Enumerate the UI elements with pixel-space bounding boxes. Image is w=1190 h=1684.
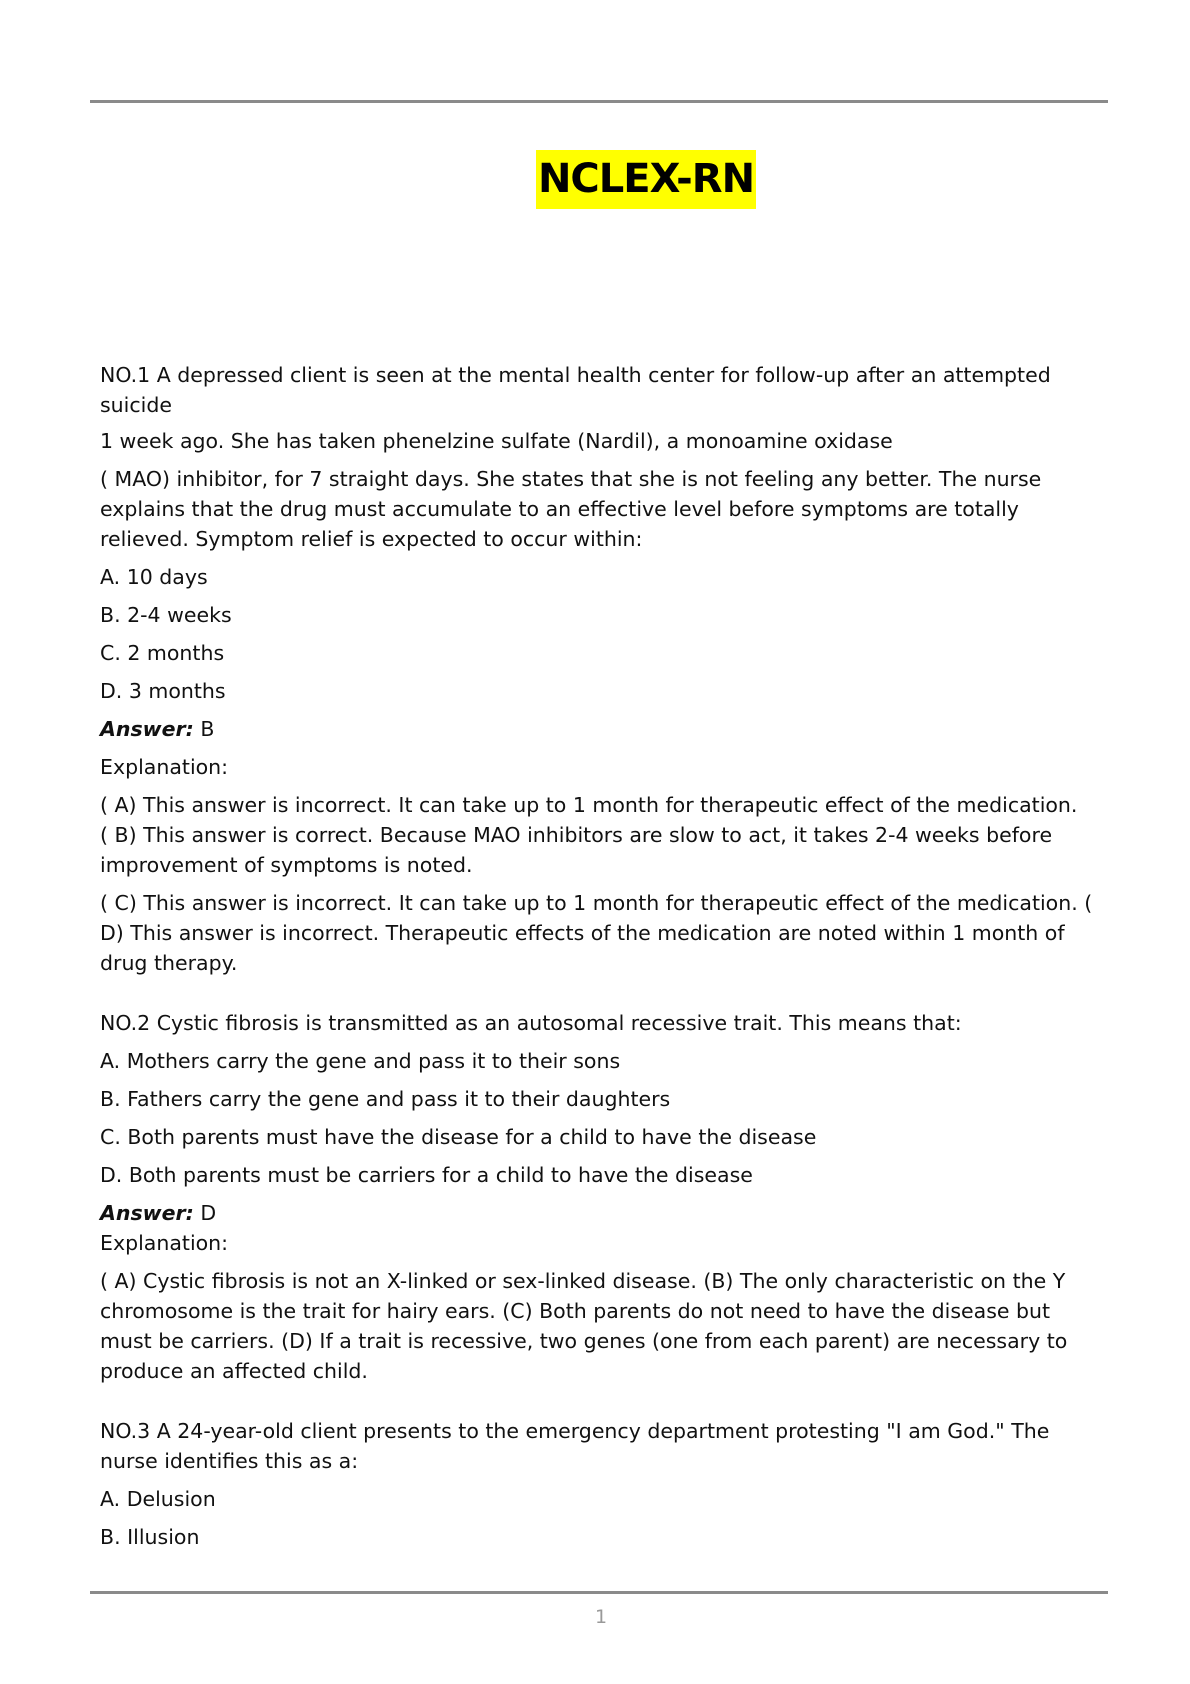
question-1-answer	[100, 714, 1100, 744]
question-1	[100, 360, 1100, 978]
question-2-answer	[100, 1198, 1100, 1228]
question-2-option-d: D. Both parents must be carriers for a child to have the disease	[100, 1163, 753, 1187]
title-block	[0, 150, 1190, 209]
question-3-option-a: A. Delusion	[100, 1487, 216, 1511]
question-1-explanation-a: ( A) This answer is incorrect. It can take up to 1 month for therapeutic effect of the medication.	[100, 793, 1078, 817]
footer-rule	[90, 1591, 1108, 1594]
question-1-explanation-c-d: ( C) This answer is incorrect. It can take up to 1 month for therapeutic effect of the medication. ( D) This answer is incorrect. Therapeutic effects of the medication are noted within 1 month of drug therapy.	[100, 891, 1093, 975]
answer-value: D	[193, 1201, 217, 1225]
question-1-stem-line-3: ( MAO) inhibitor, for 7 straight days. She states that she is not feeling any better. The nurse explains that the drug must accumulate to an effective level before symptoms are totally relieved. Symptom relief is expected to occur within:	[100, 467, 1042, 551]
page-number: 1	[594, 1606, 608, 1628]
question-2	[100, 1008, 1100, 1386]
question-1-option-a: A. 10 days	[100, 565, 208, 589]
question-3	[100, 1416, 1100, 1552]
question-2-option-b: B. Fathers carry the gene and pass it to their daughters	[100, 1087, 671, 1111]
question-2-stem: NO.2 Cystic fibrosis is transmitted as an autosomal recessive trait. This means that:	[100, 1011, 962, 1035]
question-3-stem: NO.3 A 24-year-old client presents to the emergency department protesting "I am God." The nurse identifies this as a:	[100, 1419, 1050, 1473]
question-1-explanation-b: ( B) This answer is correct. Because MAO inhibitors are slow to act, it takes 2-4 weeks before improvement of symptoms is noted.	[100, 823, 1053, 877]
question-1-stem-line-2: 1 week ago. She has taken phenelzine sulfate (Nardil), a monoamine oxidase	[100, 429, 893, 453]
question-1-option-b: B. 2-4 weeks	[100, 603, 232, 627]
question-2-option-c: C. Both parents must have the disease for a child to have the disease	[100, 1125, 817, 1149]
answer-label: Answer:	[100, 1201, 194, 1225]
document-title: NCLEX-RN	[536, 150, 756, 209]
question-1-option-c: C. 2 months	[100, 641, 225, 665]
answer-label: Answer:	[100, 717, 194, 741]
question-2-explanation-label: Explanation:	[100, 1231, 229, 1255]
question-3-option-b: B. Illusion	[100, 1525, 200, 1549]
header-rule	[90, 100, 1108, 103]
question-2-option-a: A. Mothers carry the gene and pass it to their sons	[100, 1049, 621, 1073]
question-1-explanation-label: Explanation:	[100, 755, 229, 779]
document-body	[100, 360, 1100, 1560]
question-2-explanation: ( A) Cystic fibrosis is not an X-linked or sex-linked disease. (B) The only characteristic on the Y chromosome is the trait for hairy ears. (C) Both parents do not need to have the disease but must be carriers. (D) If a trait is recessive, two genes (one from each parent) are necessary to produce an affected child.	[100, 1269, 1068, 1383]
question-1-option-d: D. 3 months	[100, 679, 226, 703]
question-1-stem-line-1: NO.1 A depressed client is seen at the mental health center for follow-up after an attempted suicide	[100, 363, 1051, 417]
answer-value: B	[193, 717, 215, 741]
